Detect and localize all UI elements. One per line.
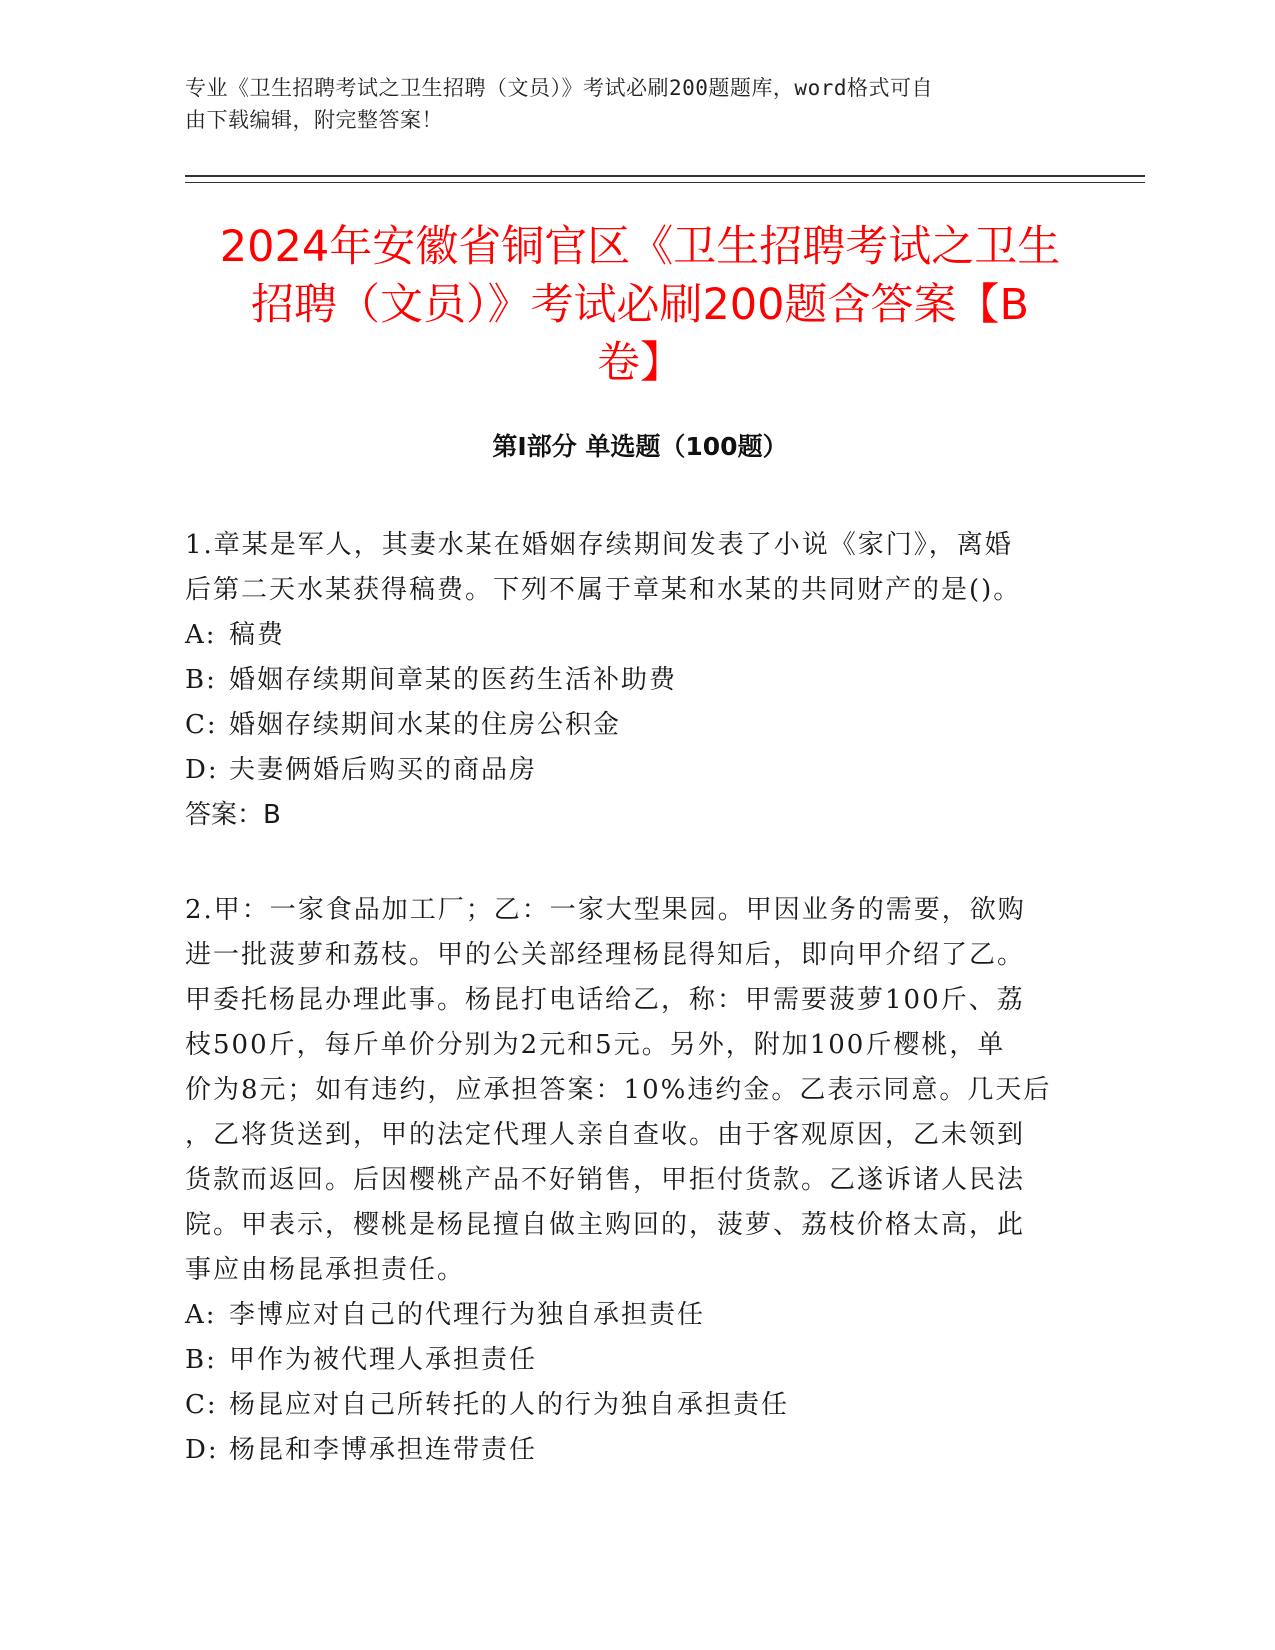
question-stem-line: ，乙将货送到，甲的法定代理人亲自查收。由于客观原因，乙未领到: [185, 1120, 1026, 1150]
option-letter: A:: [185, 620, 217, 650]
question-stem-line: 枝500斤，每斤单价分别为2元和5元。另外，附加100斤樱桃，单: [185, 1030, 1006, 1060]
option-text: 婚姻存续期间章某的医药生活补助费: [229, 665, 678, 695]
section-heading: 第Ⅰ部分 单选题（100题）: [492, 432, 788, 461]
option-letter: C:: [185, 710, 218, 740]
question-stem-line: 院。甲表示，樱桃是杨昆擅自做主购回的，菠萝、荔枝价格太高，此: [185, 1210, 1026, 1240]
question-stem-line: 货款而返回。后因樱桃产品不好销售，甲拒付货款。乙遂诉诸人民法: [185, 1165, 1026, 1195]
document-title: [175, 218, 1105, 392]
question-stem-line: 价为8元；如有违约，应承担答案：10%违约金。乙表示同意。几天后: [185, 1075, 1052, 1105]
option-text: 夫妻俩婚后购买的商品房: [229, 755, 538, 785]
option-letter: B:: [185, 665, 217, 695]
question-stem-line: 2.甲：一家食品加工厂；乙：一家大型果园。甲因业务的需要，欲购: [185, 895, 1026, 925]
title-line: 2024年安徽省铜官区《卫生招聘考试之卫生: [219, 222, 1061, 272]
option-text: 甲作为被代理人承担责任: [229, 1345, 538, 1375]
question-stem-line: 事应由杨昆承担责任。: [185, 1255, 466, 1285]
option-letter: C:: [185, 1390, 218, 1420]
question-2: [185, 888, 1085, 1473]
option-letter: D:: [185, 755, 219, 785]
question-stem-line: 后第二天水某获得稿费。下列不属于章某和水某的共同财产的是()。: [185, 575, 1022, 605]
intro-line: 由下载编辑，附完整答案！: [185, 108, 443, 132]
option-text: 婚姻存续期间水某的住房公积金: [229, 710, 622, 740]
option-letter: D:: [185, 1435, 219, 1465]
header-divider-thick: [185, 175, 1145, 177]
option-text: 杨昆和李博承担连带责任: [229, 1435, 538, 1465]
option-text: 稿费: [229, 620, 286, 650]
option-d: [185, 1428, 1085, 1473]
option-a: [185, 1293, 1085, 1338]
option-d: [185, 748, 1085, 793]
option-letter: B:: [185, 1345, 217, 1375]
question-stem-line: 1.章某是军人，其妻水某在婚姻存续期间发表了小说《家门》，离婚: [185, 530, 1013, 560]
intro-text: [185, 72, 1065, 136]
option-letter: A:: [185, 1300, 217, 1330]
title-line: 招聘（文员）》考试必刷200题含答案【B: [250, 280, 1030, 330]
option-text: 李博应对自己的代理行为独自承担责任: [229, 1300, 706, 1330]
answer-line: 答案：B: [185, 800, 281, 830]
header-divider-thin: [185, 182, 1145, 183]
option-text: 杨昆应对自己所转托的人的行为独自承担责任: [229, 1390, 790, 1420]
question-1: [185, 523, 1085, 838]
option-c: [185, 703, 1085, 748]
title-line: 卷】: [597, 338, 683, 388]
question-stem-line: 进一批菠萝和荔枝。甲的公关部经理杨昆得知后，即向甲介绍了乙。: [185, 940, 1026, 970]
option-c: [185, 1383, 1085, 1428]
option-b: [185, 1338, 1085, 1383]
option-a: [185, 613, 1085, 658]
intro-line: 专业《卫生招聘考试之卫生招聘（文员）》考试必刷200题题库，word格式可自: [185, 76, 933, 100]
question-stem-line: 甲委托杨昆办理此事。杨昆打电话给乙，称：甲需要菠萝100斤、荔: [185, 985, 1025, 1015]
option-b: [185, 658, 1085, 703]
question-list: [185, 523, 1085, 1523]
